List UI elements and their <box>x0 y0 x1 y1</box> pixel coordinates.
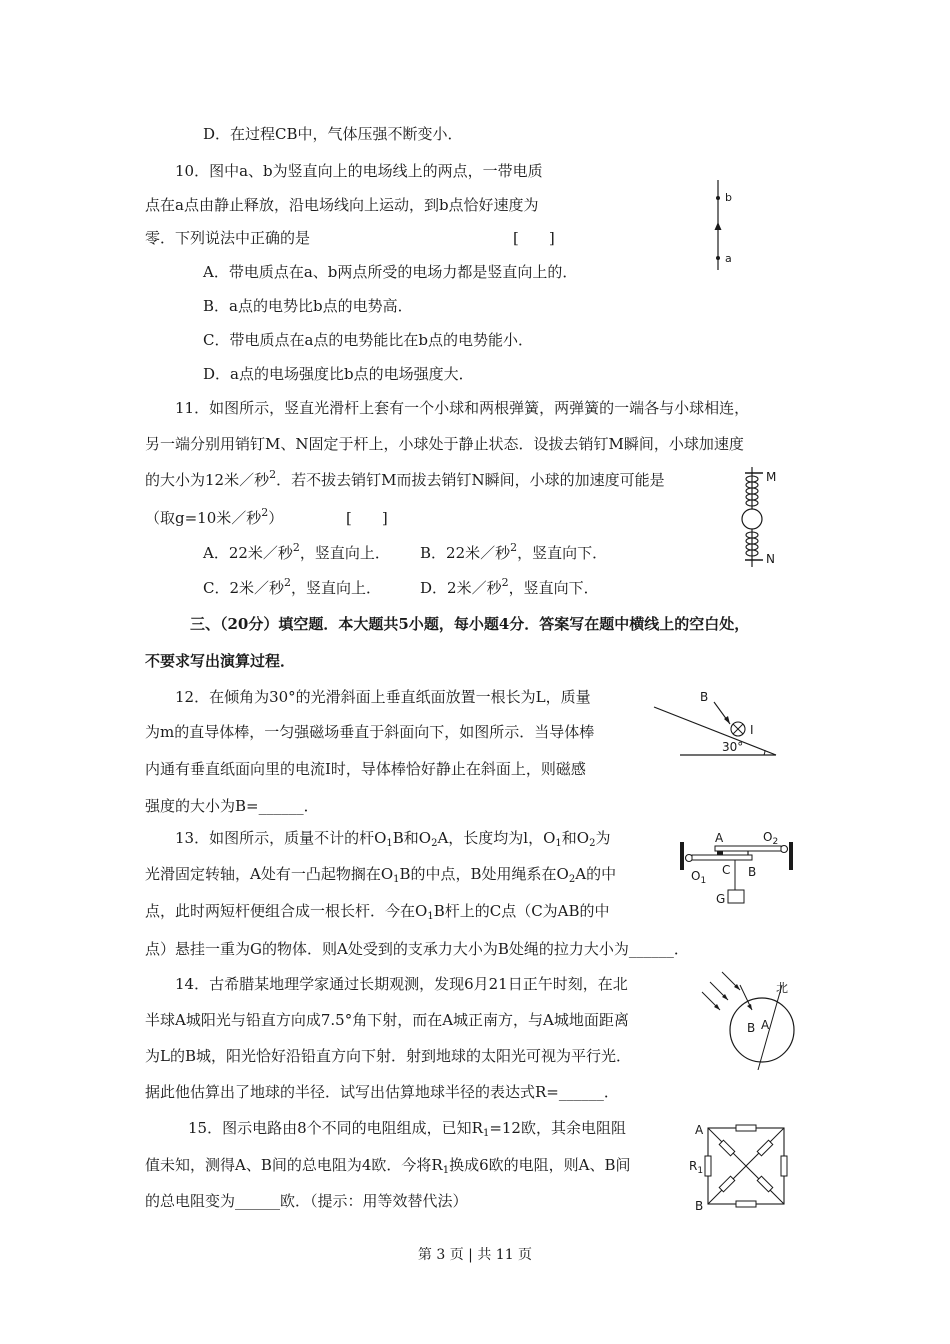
q10-line2: 点在a点由静止释放，沿电场线向上运动，到b点恰好速度为 <box>145 196 539 214</box>
label-b: b <box>725 191 732 204</box>
q11-option-b: B．22米／秒$^2$，竖直向下． <box>420 541 608 562</box>
label-m: M <box>766 470 777 484</box>
q11-option-c: C．2米／秒$^2$，竖直向上． <box>203 576 382 597</box>
label-north: 北 <box>776 981 789 995</box>
incline <box>654 707 776 755</box>
q11-line3: 的大小为12米／秒$^2$．若不拔去销钉M而拔去销钉N瞬间，小球的加速度可能是 <box>145 468 665 489</box>
q11-option-d: D．2米／秒$^2$，竖直向下． <box>420 576 599 597</box>
q12-line4: 强度的大小为B=______． <box>145 797 319 815</box>
q11-line1: 11．如图所示，竖直光滑杆上套有一个小球和两根弹簧，两弹簧的一端各与小球相连， <box>175 399 750 417</box>
label-i: I <box>750 723 754 737</box>
label-a: A <box>695 1123 704 1137</box>
point-a <box>716 256 720 260</box>
fig11-spring-diagram <box>735 465 785 570</box>
q13-line2: 光滑固定转轴，A处有一凸起物搁在$O_1B$的中点，B处用绳系在$O_2A$的中 <box>145 865 617 885</box>
q10-option-c: C．带电质点在a点的电势能比在b点的电势能小． <box>203 331 534 349</box>
q10-option-b: B．a点的电势比b点的电势高． <box>203 297 413 315</box>
label-o2: $O_2$ <box>763 830 779 847</box>
left-wall <box>680 842 684 870</box>
fig12-incline-diagram <box>650 685 780 763</box>
q12-line2: 为m的直导体棒，一匀强磁场垂直于斜面向下，如图所示．当导体棒 <box>145 723 595 741</box>
label-r1: $R_1$ <box>689 1159 704 1176</box>
label-b: B <box>700 690 709 704</box>
q11-option-a: A．22米／秒$^2$，竖直向上． <box>203 541 390 562</box>
pivot-o2 <box>781 846 788 853</box>
q14-line1: 14．古希腊某地理学家通过长期观测，发现6月21日正午时刻，在北 <box>175 975 628 993</box>
section3-heading-line2: 不要求写出演算过程． <box>145 652 296 670</box>
label-a: a <box>725 252 732 265</box>
label-b: B <box>695 1199 704 1213</box>
pivot-o1 <box>686 855 693 862</box>
field-arrow <box>715 222 722 230</box>
right-wall <box>789 842 793 870</box>
page-footer: 第 3 页 | 共 11 页 <box>417 1247 533 1263</box>
section3-heading-line1: 三、（20分）填空题．本大题共5小题，每小题4分．答案写在题中横线上的空白处， <box>190 615 750 633</box>
label-g: G <box>716 892 726 906</box>
fig10-field-line-diagram <box>700 178 750 273</box>
ball <box>742 509 762 529</box>
q12-line3: 内通有垂直纸面向里的电流I时，导体棒恰好静止在斜面上，则磁感 <box>145 760 586 778</box>
point-b <box>716 196 720 200</box>
fig13-rod-diagram <box>675 828 800 913</box>
q13-line1: 13．如图所示，质量不计的杆$O_1B$和$O_2A$，长度均为l，$O_1$和$O_2$为 <box>175 829 611 849</box>
fig15-circuit-diagram <box>688 1118 798 1214</box>
q10-option-a: A．带电质点在a、b两点所受的电场力都是竖直向上的． <box>203 263 578 281</box>
label-a: A <box>715 831 724 845</box>
q15-line2: 值未知，测得A、B间的总电阻为4欧．今将$R_1$换成6欧的电阻，则A、B间 <box>145 1156 631 1176</box>
q12-line1: 12．在倾角为30°的光滑斜面上垂直纸面放置一根长为L，质量 <box>175 688 591 706</box>
q11-line4: （取g=10米／秒$^2$） <box>145 506 284 527</box>
label-c: C <box>722 863 731 877</box>
q10-option-d: D．a点的电场强度比b点的电场强度大． <box>203 365 474 383</box>
option-9d: D．在过程CB中，气体压强不断变小． <box>203 125 463 143</box>
label-o1: $O_1$ <box>691 869 707 886</box>
label-angle: 30° <box>722 740 744 754</box>
bump-a <box>717 851 723 855</box>
q10-line3: 零．下列说法中正确的是 <box>145 229 311 247</box>
fig14-earth-diagram <box>700 970 810 1070</box>
weight-g <box>728 890 744 903</box>
q14-line3: 为L的B城，阳光恰好沿铅直方向下射．射到地球的太阳光可视为平行光． <box>145 1047 631 1065</box>
label-n: N <box>766 552 775 566</box>
q14-line4: 据此他估算出了地球的半径．试写出估算地球半径的表达式R=______． <box>145 1083 619 1101</box>
q15-line3: 的总电阻变为______欧．（提示：用等效替代法） <box>145 1192 468 1210</box>
q13-line3: 点，此时两短杆便组合成一根长杆．今在$O_1B$杆上的C点（C为AB的中 <box>145 902 610 922</box>
q11-answer-bracket[interactable]: [ ] <box>346 509 388 527</box>
q13-line4: 点）悬挂一重为G的物体．则A处受到的支承力大小为B处绳的拉力大小为______． <box>145 940 689 958</box>
label-b: B <box>748 865 757 879</box>
rod-o1b <box>692 855 752 860</box>
q10-line1: 10．图中a、b为竖直向上的电场线上的两点，一带电质 <box>175 162 543 180</box>
label-b: B <box>747 1021 756 1035</box>
q10-answer-bracket[interactable]: [ ] <box>513 229 555 247</box>
q11-line2: 另一端分别用销钉M、N固定于杆上，小球处于静止状态．设拔去销钉M瞬间，小球加速度 <box>145 435 744 453</box>
label-a: A <box>761 1018 770 1032</box>
q15-line1: 15．图示电路由8个不同的电阻组成，已知$R_1=12$欧，其余电阻阻 <box>188 1119 626 1139</box>
rod-o2a <box>715 846 781 851</box>
q14-line2: 半球A城阳光与铅直方向成7.5°角下射，而在A城正南方，与A城地面距离 <box>145 1011 629 1029</box>
